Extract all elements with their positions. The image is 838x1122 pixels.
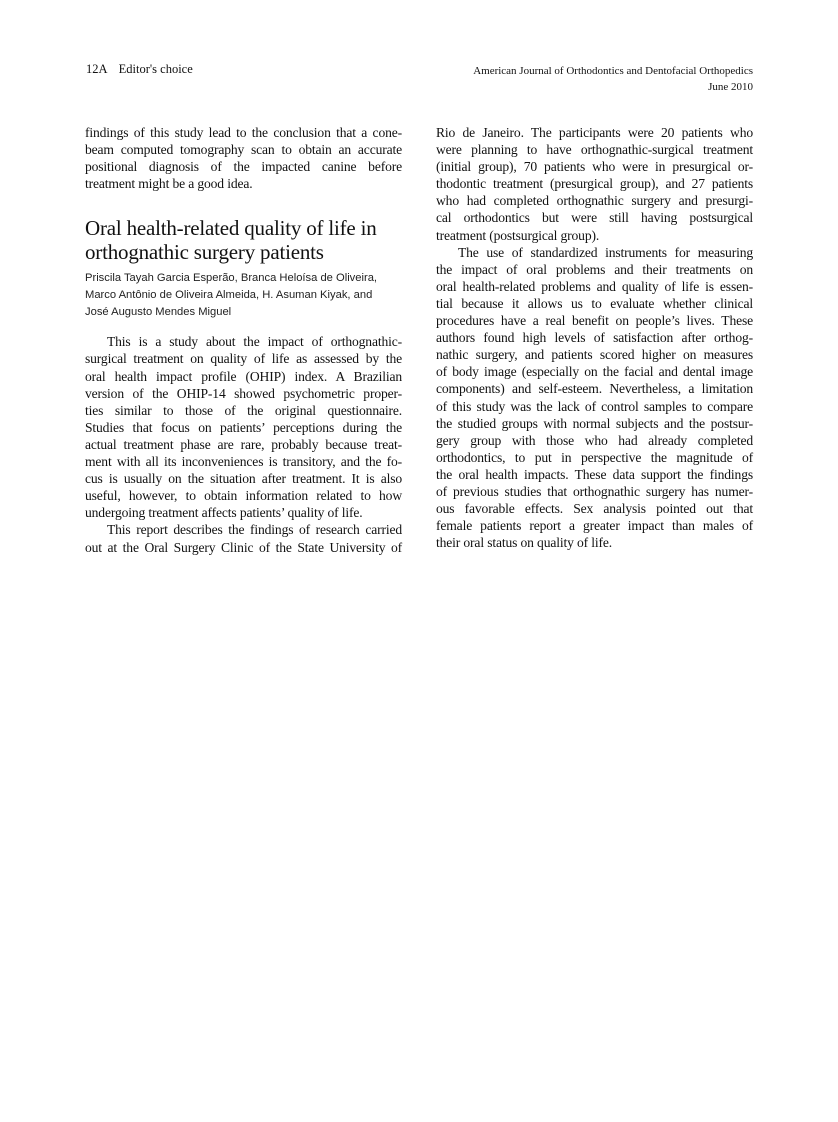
running-header-right bbox=[473, 63, 753, 95]
text-line: actual treatment phase are rare, probably because treat- bbox=[85, 436, 402, 452]
text-line: This is a study about the impact of orthognathic- bbox=[107, 334, 402, 350]
page-number: 12A bbox=[86, 62, 108, 76]
text-line: were planning to have orthognathic-surgical treatment bbox=[436, 142, 753, 158]
text-line: The use of standardized instruments for measuring bbox=[458, 244, 753, 260]
author-line: José Augusto Mendes Miguel bbox=[85, 306, 232, 319]
section-label: Editor's choice bbox=[118, 62, 193, 76]
text-line: authors found high levels of satisfaction after orthog- bbox=[436, 330, 753, 346]
text-line: surgical treatment on quality of life as assessed by the bbox=[85, 351, 402, 367]
text-line: components) and self-esteem. Nevertheless, a limitation bbox=[436, 381, 753, 397]
text-line: the oral health impacts. These data support the findings bbox=[436, 466, 753, 482]
author-list bbox=[85, 270, 402, 321]
text-line: of previous studies that orthognathic surgery has numer- bbox=[436, 483, 753, 499]
text-line: the impact of oral problems and their treatments on bbox=[436, 261, 753, 277]
article-title bbox=[85, 216, 402, 264]
text-line: version of the OHIP-14 showed psychometric proper- bbox=[85, 385, 402, 401]
text-line: thodontic treatment (presurgical group), and 27 patients bbox=[436, 176, 753, 192]
text-line: findings of this study lead to the conclusion that a cone- bbox=[85, 125, 402, 140]
text-line: ment with all its inconveniences is transitory, and the fo- bbox=[85, 454, 402, 470]
text-line: positional diagnosis of the impacted canine before bbox=[85, 159, 402, 175]
text-line: their oral status on quality of life. bbox=[436, 535, 613, 551]
text-line: Rio de Janeiro. The participants were 20 patients who bbox=[436, 125, 753, 140]
text-line: treatment might be a good idea. bbox=[85, 176, 253, 192]
left-column bbox=[85, 124, 402, 556]
text-line: procedures have a real benefit on people’s lives. These bbox=[436, 313, 753, 329]
text-line: oral health impact profile (OHIP) index. A Brazilian bbox=[85, 368, 402, 384]
text-line: tial because it allows us to evaluate whether clinical bbox=[436, 295, 753, 311]
text-line: who had completed orthognathic surgery and presurgi- bbox=[436, 193, 753, 209]
text-line: This report describes the findings of research carried bbox=[107, 522, 402, 538]
author-line: Marco Antônio de Oliveira Almeida, H. Asuman Kiyak, and bbox=[85, 289, 373, 302]
text-line: treatment (postsurgical group). bbox=[436, 227, 600, 243]
running-header-left bbox=[86, 62, 193, 77]
text-line: female patients report a greater impact than males of bbox=[436, 518, 753, 534]
journal-name: American Journal of Orthodontics and Dentofacial Orthopedics bbox=[473, 65, 753, 77]
text-line: out at the Oral Surgery Clinic of the State University of bbox=[85, 539, 402, 555]
title-line: orthognathic surgery patients bbox=[85, 240, 324, 265]
title-line: Oral health-related quality of life in bbox=[85, 216, 377, 241]
text-line: Studies that focus on patients’ perceptions during the bbox=[85, 419, 402, 435]
text-line: undergoing treatment affects patients’ quality of life. bbox=[85, 505, 363, 521]
text-line: orthodontics, to put in perspective the magnitude of bbox=[436, 449, 753, 465]
text-line: (initial group), 70 patients who were in presurgical or- bbox=[436, 159, 753, 175]
text-line: of body image (especially on the facial and dental image bbox=[436, 364, 753, 380]
text-line: the studied groups with normal subjects and the postsur- bbox=[436, 415, 753, 431]
text-line: gery group with those who had already completed bbox=[436, 432, 753, 448]
text-line: useful, however, to obtain information related to how bbox=[85, 488, 402, 504]
text-line: nathic surgery, and patients scored higher on measures bbox=[436, 347, 753, 363]
text-line: ous favorable effects. Sex analysis pointed out that bbox=[436, 501, 753, 517]
text-line: oral health-related problems and quality of life is essen- bbox=[436, 278, 753, 294]
author-line: Priscila Tayah Garcia Esperão, Branca Heloísa de Oliveira, bbox=[85, 272, 378, 285]
text-line: cus is usually on the situation after treatment. It is also bbox=[85, 471, 402, 487]
text-line: ties similar to those of the original questionnaire. bbox=[85, 402, 402, 418]
intro-paragraph bbox=[85, 124, 402, 192]
right-column bbox=[436, 124, 753, 551]
issue-date: June 2010 bbox=[708, 81, 753, 93]
text-line: of this study was the lack of control samples to compare bbox=[436, 398, 753, 414]
body-paragraphs bbox=[85, 333, 402, 555]
text-line: cal orthodontics but were still having postsurgical bbox=[436, 210, 753, 226]
text-line: beam computed tomography scan to obtain an accurate bbox=[85, 142, 402, 158]
